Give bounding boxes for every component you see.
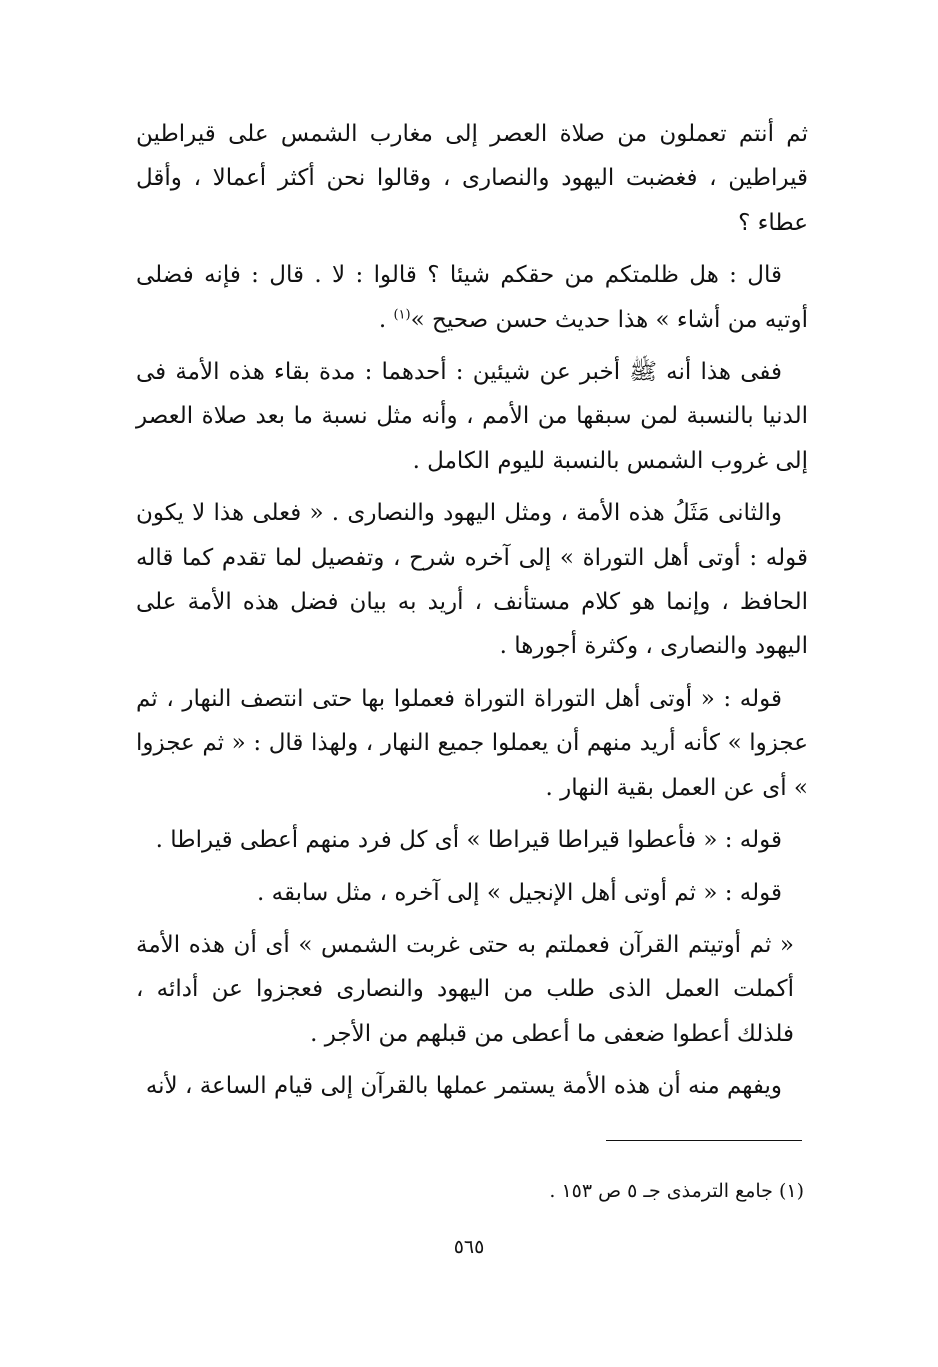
paragraph-4: والثانى مَثَلُ هذه الأمة ، ومثل اليهود والنصارى . « فعلى هذا لا يكون قوله : أوتى أهل التوراة » إلى آخره شرح ، وتفصيل لما تقدم كما قاله الحافظ ، وإنما هو كلام مستأنف ، أريد به بيان فضل هذه الأمة على اليهود والنصارى ، وكثرة أجورها . (136, 500, 808, 660)
paragraph-2-text: قال : هل ظلمتكم من حقكم شيئا ؟ قالوا : لا . قال : فإنه فضلى أوتيه من أشاء » هذا حديث حسن صحيح » (136, 262, 808, 333)
paragraph-7: قوله : « ثم أوتى أهل الإنجيل » إلى آخره ، مثل سابقه . (257, 879, 782, 906)
paragraph-9: ويفهم منه أن هذه الأمة يستمر عملها بالقرآن إلى قيام الساعة ، لأنه (145, 1073, 782, 1100)
footnote: (١) جامع الترمذى جـ ٥ ص ١٥٣ . (549, 1180, 804, 1202)
paragraph-6: قوله : « فأعطوا قيراطا قيراطا » أى كل فرد منهم أعطى قيراطا . (155, 827, 782, 854)
page-number: ٥٦٥ (453, 1236, 485, 1258)
main-text (136, 112, 808, 1117)
paragraph-3: ففى هذا أنه ﷺ أخبر عن شيئين : أحدهما : مدة بقاء هذه الأمة فى الدنيا بالنسبة لمن سبقها من الأمم ، وأنه مثل نسبة ما بعد صلاة العصر إلى غروب الشمس بالنسبة لليوم الكامل . (136, 359, 808, 474)
paragraph-2-tail: . (378, 306, 394, 333)
footnote-marker: (١) (393, 306, 411, 322)
paragraph-8: « ثم أوتيتم القرآن فعملتم به حتى غربت الشمس » أى أن هذه الأمة أكملت العمل الذى طلب من اليهود والنصارى فعجزوا عن أدائه ، فلذلك أعطوا ضعفى ما أعطى من قبلهم من الأجر . (136, 931, 794, 1047)
paragraph-2 (136, 253, 808, 342)
paragraph-5: قوله : « أوتى أهل التوراة التوراة فعملوا بها حتى انتصف النهار ، ثم عجزوا » كأنه أريد منهم أن يعملوا جميع النهار ، ولهذا قال : « ثم عجزوا » أى عن العمل بقية النهار . (136, 685, 808, 801)
paragraph-1: ثم أنتم تعملون من صلاة العصر إلى مغارب الشمس على قيراطين قيراطين ، فغضبت اليهود والنصارى ، وقالوا نحن أكثر أعمالا ، وأقل عطاء ؟ (136, 121, 808, 236)
footnote-divider (606, 1140, 802, 1141)
